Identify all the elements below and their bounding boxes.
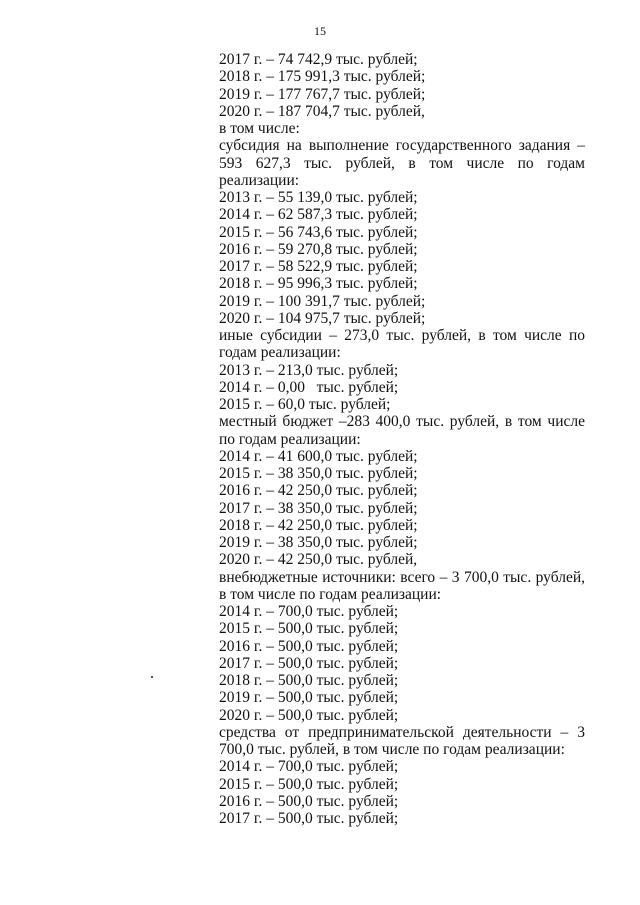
funding-line: 2014 г. – 41 600,0 тыс. рублей; xyxy=(219,447,418,465)
funding-line: 2013 г. – 55 139,0 тыс. рублей; xyxy=(219,189,418,206)
entrepreneurial-funds-paragraph: средства от предпринимательской деятельности – 3 700,0 тыс. рублей, в том числе по годам реализации: xyxy=(219,723,585,758)
funding-line: 2016 г. – 59 270,8 тыс. рублей; xyxy=(219,240,418,258)
funding-lines-state-task xyxy=(219,189,585,327)
funding-line: 2013 г. – 213,0 тыс. рублей; xyxy=(219,361,399,379)
local-budget-paragraph: местный бюджет –283 400,0 тыс. рублей, в том числе по годам реализации: xyxy=(219,413,585,448)
funding-line: 2018 г. – 175 991,3 тыс. рублей; xyxy=(219,68,426,86)
funding-line: 2019 г. – 38 350,0 тыс. рублей; xyxy=(219,534,418,551)
funding-line: 2015 г. – 56 743,6 тыс. рублей; xyxy=(219,223,418,241)
funding-lines-local-budget xyxy=(219,448,585,569)
funding-line: 2020 г. – 42 250,0 тыс. рублей, xyxy=(219,551,418,569)
offbudget-sources-paragraph: внебюджетные источники: всего – 3 700,0 тыс. рублей, в том числе по годам реализации: xyxy=(219,568,585,603)
funding-line: 2017 г. – 500,0 тыс. рублей; xyxy=(219,810,399,827)
scan-speck xyxy=(151,676,153,678)
funding-line: 2017 г. – 74 742,9 тыс. рублей; xyxy=(219,51,418,68)
funding-line: 2018 г. – 95 996,3 тыс. рублей; xyxy=(219,275,418,293)
funding-line: 2015 г. – 500,0 тыс. рублей; xyxy=(219,620,399,638)
funding-line: 2015 г. – 500,0 тыс. рублей; xyxy=(219,775,399,793)
funding-line: 2014 г. – 0,00 тыс. рублей; xyxy=(219,378,399,396)
funding-line: 2016 г. – 42 250,0 тыс. рублей; xyxy=(219,482,418,500)
funding-line: 2016 г. – 500,0 тыс. рублей; xyxy=(219,792,399,810)
funding-lines-total xyxy=(219,51,585,137)
funding-line: 2020 г. – 500,0 тыс. рублей; xyxy=(219,706,399,724)
funding-line: 2014 г. – 700,0 тыс. рублей; xyxy=(219,603,399,620)
funding-line: 2019 г. – 100 391,7 тыс. рублей; xyxy=(219,292,426,310)
funding-lines-other-subsidies xyxy=(219,362,585,414)
page-number: 15 xyxy=(314,24,326,38)
funding-line: 2018 г. – 42 250,0 тыс. рублей; xyxy=(219,516,418,534)
funding-line: 2019 г. – 177 767,7 тыс. рублей; xyxy=(219,85,426,103)
funding-line: 2019 г. – 500,0 тыс. рублей; xyxy=(219,689,399,707)
funding-line: 2017 г. – 58 522,9 тыс. рублей; xyxy=(219,258,418,275)
subsidy-state-task-paragraph: субсидия на выполнение государственного задания – 593 627,3 тыс. рублей, в том числе по годам реализации: xyxy=(219,137,585,189)
other-subsidies-paragraph: иные субсидии – 273,0 тыс. рублей, в том числе по годам реализации: xyxy=(219,327,585,362)
funding-line: 2014 г. – 62 587,3 тыс. рублей; xyxy=(219,206,418,224)
funding-line: 2020 г. – 104 975,7 тыс. рублей; xyxy=(219,309,426,327)
document-body xyxy=(219,51,585,827)
funding-line: 2017 г. – 38 350,0 тыс. рублей; xyxy=(219,499,418,517)
funding-line: 2018 г. – 500,0 тыс. рублей; xyxy=(219,672,399,689)
including-label: в том числе: xyxy=(219,120,300,137)
funding-line: 2016 г. – 500,0 тыс. рублей; xyxy=(219,637,399,655)
funding-line: 2014 г. – 700,0 тыс. рублей; xyxy=(219,758,399,776)
funding-lines-offbudget xyxy=(219,603,585,724)
funding-lines-entrepreneurial xyxy=(219,758,585,827)
funding-line: 2020 г. – 187 704,7 тыс. рублей, xyxy=(219,102,425,120)
funding-line: 2017 г. – 500,0 тыс. рублей; xyxy=(219,654,399,672)
funding-line: 2015 г. – 38 350,0 тыс. рублей; xyxy=(219,465,418,482)
funding-line: 2015 г. – 60,0 тыс. рублей; xyxy=(219,396,391,413)
